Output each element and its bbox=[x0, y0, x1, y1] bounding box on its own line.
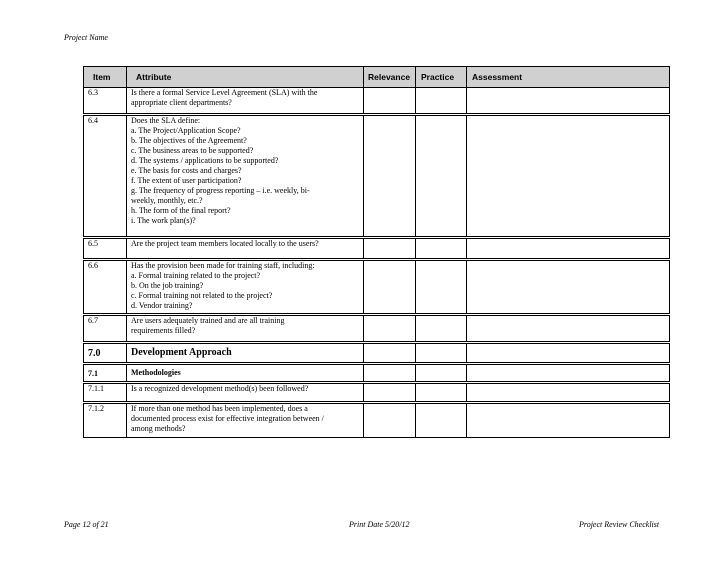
item-number: 6.3 bbox=[84, 88, 127, 115]
attribute-cell bbox=[127, 260, 364, 315]
relevance-cell bbox=[364, 315, 416, 343]
attribute-text: g. The frequency of progress reporting – i.e. weekly, bi- bbox=[131, 186, 310, 195]
attribute-cell bbox=[127, 343, 364, 364]
attribute-cell bbox=[127, 315, 364, 343]
assessment-cell bbox=[467, 260, 670, 315]
column-header-practice: Practice bbox=[416, 67, 467, 88]
attribute-cell bbox=[127, 364, 364, 383]
relevance-cell bbox=[364, 88, 416, 115]
assessment-cell bbox=[467, 403, 670, 438]
attribute-text: requirements filled? bbox=[131, 326, 196, 335]
attribute-text: i. The work plan(s)? bbox=[131, 216, 196, 225]
attribute-cell bbox=[127, 115, 364, 238]
assessment-cell bbox=[467, 115, 670, 238]
table-row bbox=[84, 260, 670, 315]
item-number: 7.1 bbox=[84, 364, 127, 383]
table-row bbox=[84, 343, 670, 364]
column-header-item: Item bbox=[84, 67, 127, 88]
item-number: 7.0 bbox=[84, 343, 127, 364]
attribute-text: d. The systems / applications to be supported? bbox=[131, 156, 279, 165]
relevance-cell bbox=[364, 115, 416, 238]
attribute-text: b. On the job training? bbox=[131, 281, 204, 290]
table-row bbox=[84, 115, 670, 238]
document-title: Project Review Checklist bbox=[579, 520, 660, 529]
attribute-text: d. Vendor training? bbox=[131, 301, 193, 310]
table-row bbox=[84, 364, 670, 383]
assessment-cell bbox=[467, 88, 670, 115]
attribute-text: Has the provision been made for training staff, including: bbox=[131, 261, 315, 270]
practice-cell bbox=[416, 115, 467, 238]
attribute-cell bbox=[127, 383, 364, 403]
attribute-text: If more than one method has been implemented, does a bbox=[131, 404, 308, 413]
table-row bbox=[84, 383, 670, 403]
attribute-text: appropriate client departments? bbox=[131, 98, 232, 107]
item-number: 6.7 bbox=[84, 315, 127, 343]
item-number: 6.5 bbox=[84, 238, 127, 260]
relevance-cell bbox=[364, 383, 416, 403]
table-row bbox=[84, 403, 670, 438]
print-date: Print Date 5/20/12 bbox=[349, 520, 410, 529]
item-number: 7.1.1 bbox=[84, 383, 127, 403]
table-row bbox=[84, 88, 670, 115]
assessment-cell bbox=[467, 364, 670, 383]
attribute-text: Is a recognized development method(s) been followed? bbox=[131, 384, 309, 393]
item-number: 6.6 bbox=[84, 260, 127, 315]
attribute-text: a. The Project/Application Scope? bbox=[131, 126, 241, 135]
relevance-cell bbox=[364, 260, 416, 315]
column-header-relevance: Relevance bbox=[364, 67, 416, 88]
relevance-cell bbox=[364, 238, 416, 260]
assessment-cell bbox=[467, 383, 670, 403]
attribute-text: Are users adequately trained and are all training bbox=[131, 316, 285, 325]
attribute-text: documented process exist for effective integration between / bbox=[131, 414, 324, 423]
attribute-cell bbox=[127, 403, 364, 438]
attribute-text: weekly, monthly, etc.? bbox=[131, 196, 203, 205]
attribute-text: Methodologies bbox=[131, 368, 181, 377]
checklist-table bbox=[83, 66, 670, 438]
attribute-text: b. The objectives of the Agreement? bbox=[131, 136, 247, 145]
table-header-row bbox=[84, 67, 670, 88]
attribute-text: among methods? bbox=[131, 424, 186, 433]
practice-cell bbox=[416, 260, 467, 315]
relevance-cell bbox=[364, 343, 416, 364]
project-name-header: Project Name bbox=[64, 33, 108, 42]
assessment-cell bbox=[467, 343, 670, 364]
item-number: 6.4 bbox=[84, 115, 127, 238]
practice-cell bbox=[416, 88, 467, 115]
relevance-cell bbox=[364, 364, 416, 383]
practice-cell bbox=[416, 315, 467, 343]
attribute-cell bbox=[127, 238, 364, 260]
attribute-text: Is there a formal Service Level Agreement (SLA) with the bbox=[131, 88, 318, 97]
column-header-assessment: Assessment bbox=[467, 67, 670, 88]
practice-cell bbox=[416, 383, 467, 403]
attribute-cell bbox=[127, 88, 364, 115]
page-number: Page 12 of 21 bbox=[64, 520, 109, 529]
table-row bbox=[84, 238, 670, 260]
practice-cell bbox=[416, 403, 467, 438]
attribute-text: a. Formal training related to the project? bbox=[131, 271, 261, 280]
assessment-cell bbox=[467, 238, 670, 260]
attribute-text: Does the SLA define: bbox=[131, 116, 201, 125]
attribute-text: h. The form of the final report? bbox=[131, 206, 231, 215]
attribute-text: Development Approach bbox=[131, 347, 232, 358]
item-number: 7.1.2 bbox=[84, 403, 127, 438]
relevance-cell bbox=[364, 403, 416, 438]
assessment-cell bbox=[467, 315, 670, 343]
column-header-attribute: Attribute bbox=[127, 67, 364, 88]
attribute-text: e. The basis for costs and charges? bbox=[131, 166, 242, 175]
attribute-text: c. The business areas to be supported? bbox=[131, 146, 254, 155]
practice-cell bbox=[416, 238, 467, 260]
attribute-text: Are the project team members located locally to the users? bbox=[131, 239, 319, 248]
attribute-text: f. The extent of user participation? bbox=[131, 176, 242, 185]
practice-cell bbox=[416, 343, 467, 364]
attribute-text: c. Formal training not related to the project? bbox=[131, 291, 273, 300]
table-row bbox=[84, 315, 670, 343]
practice-cell bbox=[416, 364, 467, 383]
